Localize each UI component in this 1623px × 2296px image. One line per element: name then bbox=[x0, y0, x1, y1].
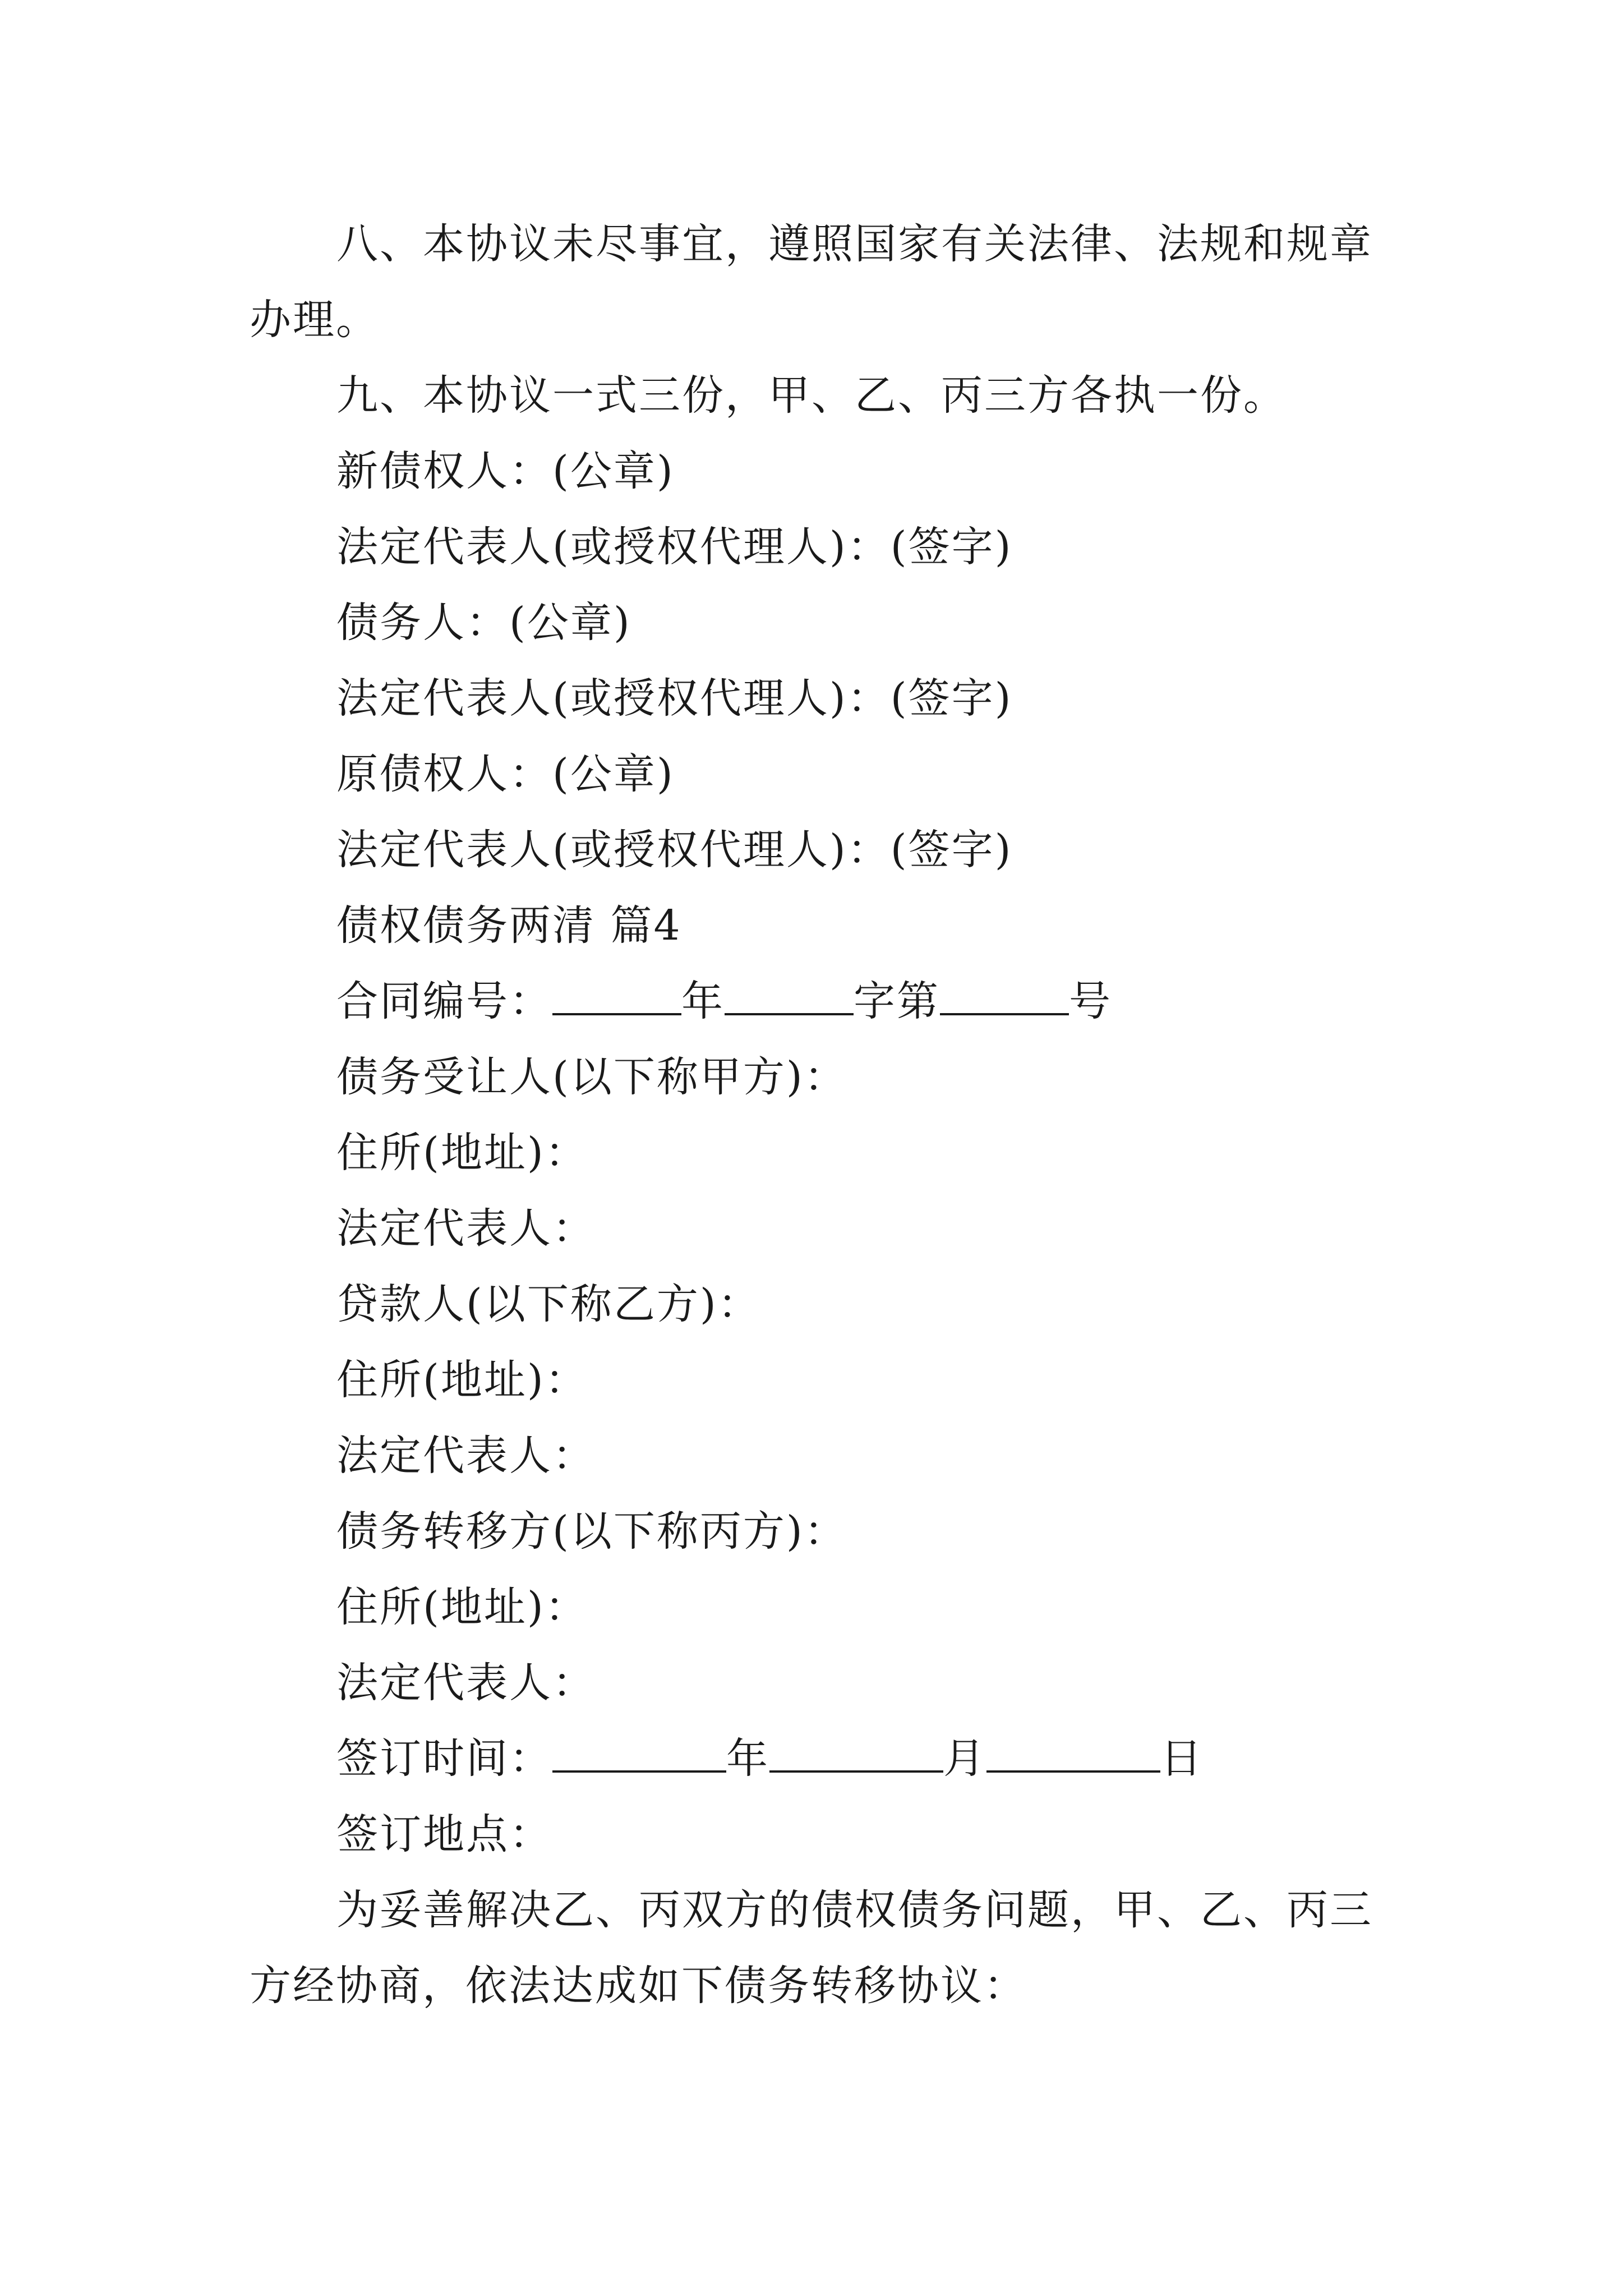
party-a-title: 债务受让人(以下称甲方)： bbox=[336, 1053, 847, 1101]
debtor-representative: 法定代表人(或授权代理人)：(签字) bbox=[336, 674, 1013, 723]
sign-day-label: 日 bbox=[1160, 1734, 1204, 1783]
contract-year-label: 年 bbox=[681, 977, 725, 1025]
contract-zi-label: 字第 bbox=[854, 977, 940, 1025]
party-b-representative: 法定代表人： bbox=[336, 1432, 596, 1480]
clause-8-line-2: 办理。 bbox=[250, 296, 379, 344]
sign-time-label: 签订时间： bbox=[336, 1734, 552, 1783]
original-creditor-seal: 原债权人：(公章) bbox=[336, 750, 675, 798]
clause-9: 九、本协议一式三份，甲、乙、丙三方各执一份。 bbox=[336, 371, 1287, 420]
sign-year-label: 年 bbox=[726, 1734, 769, 1783]
contract-number-blank bbox=[940, 976, 1069, 1015]
party-b-title: 贷款人(以下称乙方)： bbox=[336, 1280, 761, 1328]
contract-number-label: 合同编号： bbox=[336, 977, 552, 1025]
contract-hao-label: 号 bbox=[1069, 977, 1112, 1025]
contract-zi-blank bbox=[725, 976, 854, 1015]
party-c-address: 住所(地址)： bbox=[336, 1583, 588, 1631]
sign-place: 签订地点： bbox=[336, 1810, 552, 1858]
sign-day-blank bbox=[986, 1733, 1160, 1773]
sign-time-line bbox=[336, 1731, 1204, 1787]
sign-month-blank bbox=[769, 1733, 943, 1773]
intro-line-2: 方经协商，依法达成如下债务转移协议： bbox=[250, 1962, 1027, 2010]
party-c-representative: 法定代表人： bbox=[336, 1659, 596, 1707]
section-title: 债权债务两清 篇4 bbox=[336, 901, 682, 950]
intro-line-1: 为妥善解决乙、丙双方的债权债务问题，甲、乙、丙三 bbox=[336, 1886, 1373, 1934]
party-b-address: 住所(地址)： bbox=[336, 1356, 588, 1404]
new-creditor-seal: 新债权人：(公章) bbox=[336, 447, 675, 495]
party-a-address: 住所(地址)： bbox=[336, 1129, 588, 1177]
contract-number-line bbox=[336, 973, 1112, 1029]
contract-year-blank bbox=[552, 976, 681, 1015]
party-c-title: 债务转移方(以下称丙方)： bbox=[336, 1507, 847, 1556]
new-creditor-representative: 法定代表人(或授权代理人)：(签字) bbox=[336, 523, 1013, 571]
sign-year-blank bbox=[552, 1733, 726, 1773]
original-creditor-representative: 法定代表人(或授权代理人)：(签字) bbox=[336, 826, 1013, 874]
party-a-representative: 法定代表人： bbox=[336, 1204, 596, 1253]
clause-8-line-1: 八、本协议未尽事宜，遵照国家有关法律、法规和规章 bbox=[336, 220, 1373, 268]
debtor-seal: 债务人：(公章) bbox=[336, 599, 631, 647]
sign-month-label: 月 bbox=[943, 1734, 986, 1783]
